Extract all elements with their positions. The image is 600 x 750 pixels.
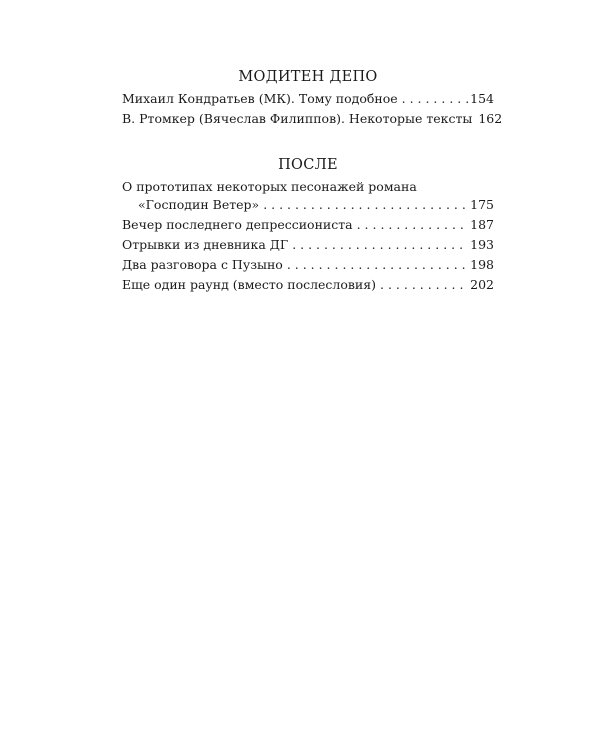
entry-title-line-1: О прототипах некоторых песонажей романа <box>122 179 417 194</box>
dot-leader <box>402 90 469 108</box>
entry-page-number: 162 <box>478 111 503 126</box>
toc-entry[interactable] <box>122 178 494 214</box>
entry-page-number: 154 <box>470 91 494 106</box>
entry-title: Еще один раунд (вместо послесловия) <box>122 277 377 292</box>
toc-entry[interactable] <box>122 236 494 254</box>
toc-entry[interactable] <box>122 110 503 128</box>
dot-leader <box>292 236 468 254</box>
entry-title: Михаил Кондратьев (МК). Тому подобное <box>122 91 398 106</box>
entry-page-number: 175 <box>470 197 494 212</box>
entry-page-number: 187 <box>470 217 494 232</box>
dot-leader <box>357 216 469 234</box>
toc-entry[interactable] <box>122 256 494 274</box>
toc-entry[interactable] <box>122 216 494 234</box>
table-of-contents <box>122 68 503 296</box>
entry-title: В. Ртомкер (Вячеслав Филиппов). Некоторые тексты <box>122 111 473 126</box>
entry-title: Два разговора с Пузыно <box>122 257 283 272</box>
entry-title: Отрывки из дневника ДГ <box>122 237 289 252</box>
dot-leader <box>380 276 468 294</box>
entry-page-number: 193 <box>470 237 494 252</box>
toc-section-moditen-depo <box>122 68 503 128</box>
toc-entry[interactable] <box>122 90 494 108</box>
section-heading: ПОСЛЕ <box>278 157 338 173</box>
dot-leader <box>287 256 468 274</box>
entry-title: Вечер последнего депрессиониста <box>122 217 353 232</box>
section-heading: МОДИТЕН ДЕПО <box>238 69 378 85</box>
toc-entry[interactable] <box>122 276 494 294</box>
entry-page-number: 202 <box>470 277 494 292</box>
entry-page-number: 198 <box>470 257 494 272</box>
toc-section-posle <box>122 156 494 294</box>
dot-leader <box>263 196 468 214</box>
entry-title-line-2: «Господин Ветер» <box>138 197 260 212</box>
